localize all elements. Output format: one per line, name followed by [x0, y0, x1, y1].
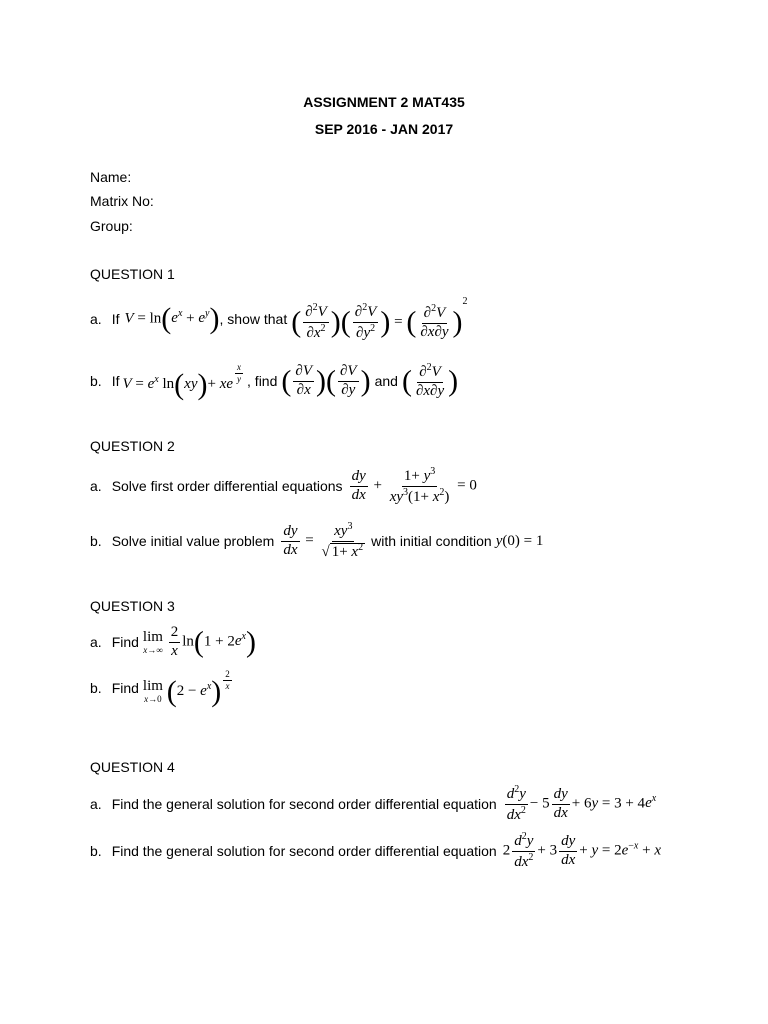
part-label: a.	[90, 478, 102, 494]
part-label: a.	[90, 796, 102, 812]
math-limit-b: lim x→0 $(2 - e^x)$ $^{\frac{2}{x}}$	[142, 668, 230, 708]
part-prefix: Find the general solution for second order differential equation	[111, 796, 497, 812]
question-4b	[90, 829, 661, 873]
math-v-definition: $V = e^x$ ln(xy)+ xe $^{\frac{x}{y}}$	[122, 361, 242, 401]
part-conjunction: and	[374, 373, 398, 389]
assignment-title: ASSIGNMENT 2 MAT435	[303, 94, 465, 110]
part-label: b.	[90, 533, 102, 549]
question-3b	[90, 668, 234, 708]
group-label: Group:	[90, 218, 133, 234]
part-prefix: If	[111, 373, 120, 389]
part-label: a.	[90, 311, 102, 327]
math-ivp: $\frac{dy}{dx}$ = $\frac{xy^3}{√ 1+ x^2}$	[283, 520, 364, 560]
name-label: Name:	[90, 169, 132, 185]
part-prefix: Find	[111, 634, 139, 650]
question-1b	[90, 354, 458, 408]
part-prefix: Solve initial value problem	[111, 533, 275, 549]
matrix-label: Matrix No:	[90, 193, 154, 209]
math-initial-condition: y(0) = 1	[495, 532, 544, 549]
session-subtitle: SEP 2016 - JAN 2017	[314, 121, 454, 137]
math-mixed-derivative: ( $\frac{\partial^2V}{\partial x\partial y}$ )	[401, 361, 459, 399]
part-label: b.	[90, 843, 102, 859]
part-label: b.	[90, 680, 102, 696]
part-prefix: Find the general solution for second order differential equation	[111, 843, 497, 859]
part-middle: , show that	[219, 311, 288, 327]
part-prefix: Solve first order differential equations	[111, 478, 343, 494]
question-2b	[90, 518, 543, 564]
math-limit-a: lim x→∞ $\frac{2}{x}$ $\ln(1 + 2e^x)$	[142, 623, 256, 659]
part-label: a.	[90, 634, 102, 650]
question-4a	[90, 782, 656, 826]
part-prefix: If	[111, 311, 120, 327]
question-3a	[90, 622, 256, 662]
question-2a	[90, 464, 477, 508]
question-3-heading: QUESTION 3	[90, 598, 175, 614]
question-2-heading: QUESTION 2	[90, 438, 175, 454]
math-v-definition: $V = \ln(e^x + e^y)$	[124, 302, 220, 335]
math-identity: ( $\frac{\partial^2V}{\partial x^2}$ )( $\frac{\partial^2V}{\partial y^2}$ ) = ( $\frac{\partial^2V}{\partial x\partial y}$ )$^2$	[291, 296, 468, 342]
part-label: b.	[90, 373, 102, 389]
part-middle: with initial condition	[371, 533, 492, 549]
part-prefix: Find	[111, 680, 139, 696]
question-4-heading: QUESTION 4	[90, 759, 175, 775]
question-1-heading: QUESTION 1	[90, 266, 175, 282]
math-second-order-a: $\frac{d^2y}{dx^2}$ − 5 $\frac{dy}{dx}$ + $6y = 3 + 4e^x$	[506, 783, 657, 823]
math-ode: $\frac{dy}{dx}$ + $\frac{1+ y^3}{xy^3(1+ x^2)}$ = 0	[351, 465, 477, 505]
math-first-derivatives: ( $\frac{\partial V}{\partial x}$ )( $\frac{\partial V}{\partial y}$ )	[281, 362, 371, 398]
math-second-order-b: 2 $\frac{d^2y}{dx^2}$ + 3 $\frac{dy}{dx}$ + $y = 2e^{-x} + x$	[502, 830, 662, 870]
question-1a	[90, 292, 468, 346]
part-middle: , find	[247, 373, 278, 389]
